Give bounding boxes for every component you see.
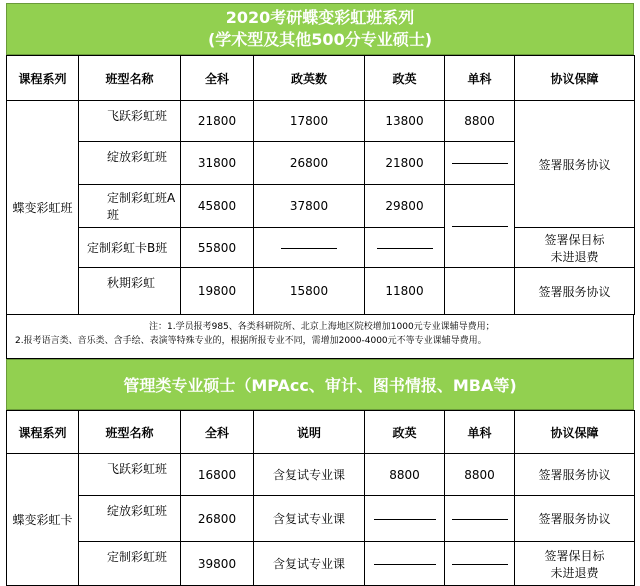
empty-dash-cell	[365, 228, 445, 268]
table-row	[7, 542, 635, 586]
class-name-cell: 绽放彩虹班	[79, 496, 181, 542]
upper-banner-title: 2020考研蝶变彩虹班系列	[225, 8, 415, 27]
price-cell: 21800	[365, 142, 445, 185]
empty-cell	[445, 268, 515, 315]
class-name-cell: 飞跃彩虹班	[79, 454, 181, 496]
class-name-cell: 飞跃彩虹班	[79, 101, 181, 142]
header-cell: 协议保障	[515, 411, 635, 454]
series-cell: 蝶变彩虹班	[7, 101, 79, 315]
price-cell: 8800	[445, 454, 515, 496]
protocol-cell	[515, 228, 635, 268]
price-cell: 8800	[445, 101, 515, 142]
upper-banner-subtitle: (学术型及其他500分专业硕士)	[207, 30, 433, 49]
table-header-row	[7, 411, 635, 454]
price-cell: 19800	[181, 268, 254, 315]
price-cell: 37800	[254, 185, 365, 228]
table-row	[7, 496, 635, 542]
protocol-cell: 签署服务协议	[515, 496, 635, 542]
header-cell: 协议保障	[515, 56, 635, 101]
table-row	[7, 228, 635, 268]
protocol-line: 未进退费	[550, 249, 599, 264]
protocol-line: 签署保目标	[544, 232, 605, 247]
dash-line	[377, 248, 433, 249]
footnote	[6, 315, 634, 359]
header-cell: 政英数	[254, 56, 365, 101]
class-name-cell: 定制彩虹卡B班	[79, 228, 181, 268]
class-name-cell: 定制彩虹班A班	[79, 185, 181, 228]
price-cell: 13800	[365, 101, 445, 142]
protocol-line: 签署保目标	[544, 548, 605, 563]
price-cell: 11800	[365, 268, 445, 315]
dash-line	[374, 564, 436, 565]
protocol-line: 未进退费	[550, 565, 599, 580]
protocol-cell: 签署服务协议	[515, 454, 635, 496]
footnote-line: 注：1.学员报考985、各类科研院所、北京上海地区院校增加1000元专业课辅导费用；	[149, 322, 495, 332]
protocol-cell: 签署服务协议	[515, 101, 635, 228]
price-cell: 39800	[181, 542, 254, 586]
table-row	[7, 268, 635, 315]
class-name-cell: 秋期彩虹	[79, 268, 181, 315]
table-row	[7, 101, 635, 142]
table-row	[7, 454, 635, 496]
header-cell: 课程系列	[7, 56, 79, 101]
protocol-cell: 签署服务协议	[515, 268, 635, 315]
table-header-row	[7, 56, 635, 101]
empty-dash-cell	[365, 496, 445, 542]
empty-dash-cell	[445, 142, 515, 185]
lower-banner	[6, 359, 634, 410]
header-cell: 政英	[365, 411, 445, 454]
price-cell: 17800	[254, 101, 365, 142]
header-cell: 说明	[254, 411, 365, 454]
dash-line	[452, 519, 508, 520]
price-cell: 8800	[365, 454, 445, 496]
dash-line	[281, 248, 337, 249]
upper-banner	[6, 3, 634, 55]
price-cell: 45800	[181, 185, 254, 228]
desc-cell: 含复试专业课	[254, 542, 365, 586]
price-cell: 15800	[254, 268, 365, 315]
header-cell: 单科	[445, 411, 515, 454]
header-cell: 全科	[181, 411, 254, 454]
empty-dash-cell	[445, 542, 515, 586]
header-cell: 班型名称	[79, 411, 181, 454]
desc-cell: 含复试专业课	[254, 454, 365, 496]
empty-dash-cell	[445, 496, 515, 542]
lower-banner-title: 管理类专业硕士（MPAcc、审计、图书情报、MBA等)	[123, 376, 517, 395]
header-cell: 全科	[181, 56, 254, 101]
class-name-cell: 定制彩虹班	[79, 542, 181, 586]
price-cell: 31800	[181, 142, 254, 185]
dash-line	[452, 226, 508, 227]
price-cell: 26800	[181, 496, 254, 542]
header-cell: 政英	[365, 56, 445, 101]
price-cell: 16800	[181, 454, 254, 496]
footnote-line: 2.报考语言类、音乐类、含手绘、表演等特殊专业的，根据所报专业不同，需增加2000-4000元不等专业课辅导费用。	[15, 336, 487, 346]
price-cell: 55800	[181, 228, 254, 268]
price-cell: 29800	[365, 185, 445, 228]
series-cell: 蝶变彩虹卡	[7, 454, 79, 586]
class-name-cell: 绽放彩虹班	[79, 142, 181, 185]
price-cell: 21800	[181, 101, 254, 142]
dash-line	[452, 163, 508, 164]
dash-line	[452, 564, 508, 565]
desc-cell: 含复试专业课	[254, 496, 365, 542]
header-cell: 单科	[445, 56, 515, 101]
price-cell: 26800	[254, 142, 365, 185]
protocol-cell	[515, 542, 635, 586]
dash-line	[374, 519, 436, 520]
lower-price-table	[6, 410, 635, 586]
empty-dash-cell	[365, 542, 445, 586]
empty-dash-cell	[254, 228, 365, 268]
header-cell: 课程系列	[7, 411, 79, 454]
header-cell: 班型名称	[79, 56, 181, 101]
upper-price-table	[6, 55, 635, 315]
empty-dash-cell	[445, 185, 515, 268]
